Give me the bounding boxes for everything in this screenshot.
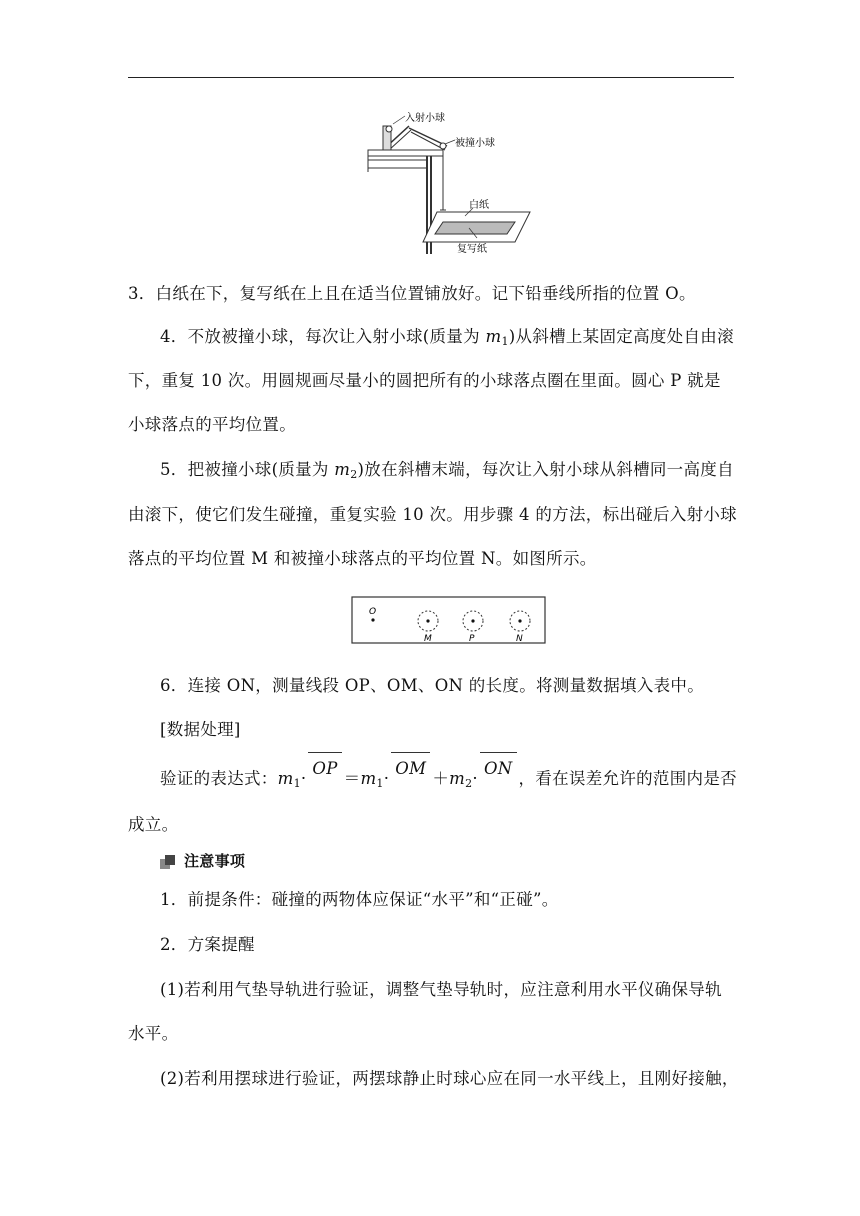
point-label-O: O: [369, 607, 377, 617]
step-4-line3: 小球落点的平均位置。: [128, 415, 296, 434]
step-4-line1: 4．不放被撞小球，每次让入射小球(质量为 $m_1$)从斜槽上某固定高度处自由滚: [160, 327, 734, 348]
point-label-P: P: [469, 634, 475, 644]
note-2-2-line1: (2)若利用摆球进行验证，两摆球静止时球心应在同一水平线上，且刚好接触，: [160, 1069, 739, 1088]
point-label-N: N: [516, 634, 523, 644]
step-4-line2: 下，重复 10 次。用圆规画尽量小的圆把所有的小球落点圈在里面。圆心 P 就是: [128, 371, 721, 390]
label-target-ball: 被撞小球: [455, 138, 495, 149]
step-6: 6．连接 ON，测量线段 OP、OM、ON 的长度。将测量数据填入表中。: [160, 676, 705, 695]
note-2-1-line1: (1)若利用气垫导轨进行验证，调整气垫导轨时，应注意利用水平仪确保导轨: [160, 980, 722, 999]
verification-formula: 验证的表达式：$m_1\cdot OP=m_1\cdot OM+m_2\cdot ON$，看在误差允许的范围内是否: [160, 759, 737, 790]
data-processing-heading: [数据处理]: [160, 720, 241, 739]
note-2-1-line2: 水平。: [128, 1024, 179, 1043]
vector-OM: OM: [391, 757, 430, 780]
landing-points-figure: [351, 596, 547, 646]
step-5-line3: 落点的平均位置 M 和被撞小球落点的平均位置 N。如图所示。: [128, 549, 597, 568]
vector-ON: ON: [480, 757, 517, 780]
point-label-M: M: [424, 634, 432, 644]
step-3: 3．白纸在下，复写纸在上且在适当位置铺放好。记下铅垂线所指的位置 O。: [128, 284, 696, 303]
step-5-line2: 由滚下，使它们发生碰撞，重复实验 10 次。用步骤 4 的方法，标出碰后入射小球: [128, 505, 737, 524]
section-marker-icon: [160, 855, 176, 869]
header-rule: [128, 77, 734, 78]
step-5-line1: 5．把被撞小球(质量为 $m_2$)放在斜槽末端，每次让入射小球从斜槽同一高度自: [160, 460, 734, 481]
note-2: 2．方案提醒: [160, 935, 255, 954]
verification-formula-line2: 成立。: [128, 815, 179, 834]
vector-OP: OP: [308, 757, 341, 780]
note-1: 1．前提条件：碰撞的两物体应保证“水平”和“正碰”。: [160, 890, 559, 909]
label-incident-ball: 入射小球: [405, 113, 445, 124]
notes-heading: 注意事项: [160, 850, 734, 873]
label-white-paper: 白纸: [469, 200, 489, 211]
apparatus-figure: [365, 112, 535, 258]
label-carbon-paper: 复写纸: [457, 244, 487, 255]
